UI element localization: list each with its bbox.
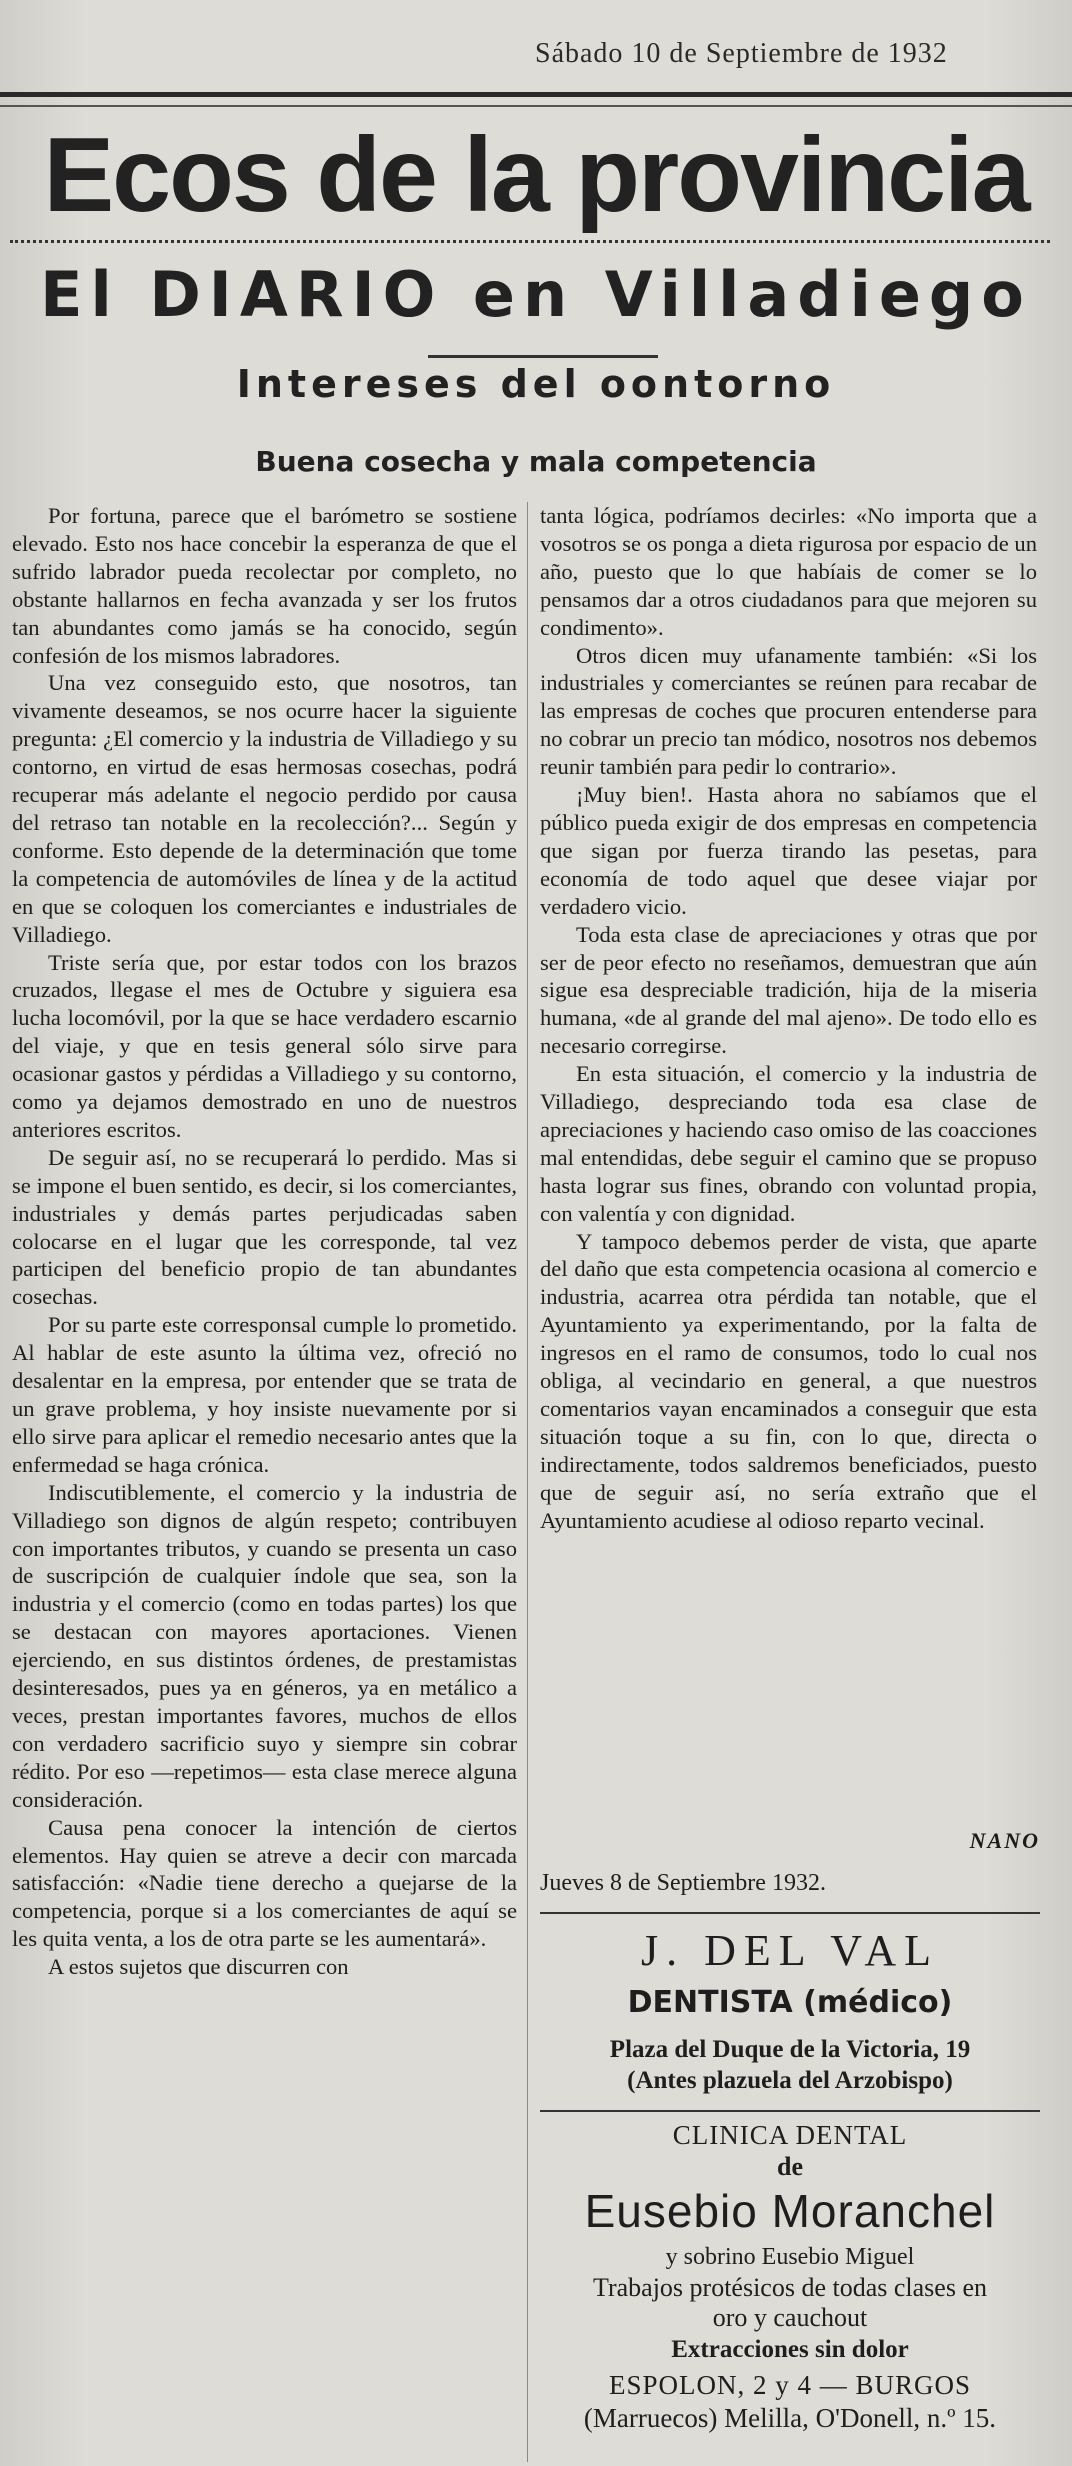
article-column-left: [12, 502, 517, 1981]
paragraph: A estos sujetos que discurren con: [48, 1954, 349, 1980]
paragraph: Triste sería que, por estar todos con los brazos cruzados, llegase el mes de Octubre y siguiera esa lucha locomóvil, por la que se hace verdadero escarnio del viaje, y que en tesis general sólo sirve para ocasionar gastos y pérdidas a Villadiego y su contorno, como ya dejamos demostrado en uno de nuestros anteriores escritos.: [12, 949, 517, 1142]
clinic-ad-nephew: y sobrino Eusebio Miguel: [665, 2244, 915, 2270]
paragraph: De seguir así, no se recuperará lo perdido. Mas si se impone el buen sentido, es decir, si los comerciantes, industriales y demás partes perjudicadas saben colocarse en el lugar que les corresponde, tal vez participen del beneficio propio de tan abundantes cosechas.: [12, 1144, 517, 1310]
paragraph: Y tampoco debemos perder de vista, que aparte del daño que esta competencia ocasiona al comercio e industria, acarrea otra pérdida tan notable, que el Ayuntamiento ya experimentando, por la falta de ingresos en el ramo de consumos, todo lo cual nos obliga, al vecindario en general, a que nuestros comentarios vayan encaminados a conseguir que esta situación toque a su fin, con lo que, directa o indirectamente, todos saldremos beneficiados, puesto que de seguir así, no sería extraño que el Ayuntamiento acudiese al odioso reparto vecinal.: [540, 1228, 1037, 1533]
ad-separator-rule: [540, 2110, 1040, 2112]
paragraph: Otros dicen muy ufanamente también: «Si los industriales y comerciantes se reúnen para recabar de las empresas de coches que procuren entenderse para no cobrar un precio tan módico, nosotros nos debemos reunir también para pedir lo contrario».: [540, 642, 1037, 780]
paragraph: Por su parte este corresponsal cumple lo prometido. Al hablar de este asunto la última vez, ofreció no desalentar en la empresa, por entender que se trata de un grave problema, y hoy insiste nuevamente por si ello sirve para aplicar el remedio necesario antes que la enfermedad se haga crónica.: [12, 1312, 517, 1477]
issue-date: Sábado 10 de Septiembre de 1932: [535, 38, 948, 69]
paragraph: Una vez conseguido esto, que nosotros, tan vivamente deseamos, se nos ocurre hacer la siguiente pregunta: ¿El comercio y la industria de Villadiego y su contorno, en virtud de esas hermosas cosechas, podrá recuperar más adelante el negocio perdido por causa del retraso tan notable en la recolección?... Según y conforme. Esto depende de la determinación que tome la competencia de automóviles de línea y de la actitud en que se coloquen los comerciantes e industriales de Villadiego.: [12, 670, 517, 947]
paragraph: En esta situación, el comercio y la industria de Villadiego, despreciando toda esa clase de apreciaciones y haciendo caso omiso de las coacciones mal entendidas, debe seguir el camino que se propuso hasta lograr sus fines, obrando con voluntad propia, con valentía y con dignidad.: [540, 1061, 1037, 1226]
dentist-ad-formerly: (Antes plazuela del Arzobispo): [627, 2067, 953, 2094]
clinic-ad-extractions: Extracciones sin dolor: [671, 2336, 909, 2363]
paragraph: Por fortuna, parece que el barómetro se sostiene elevado. Esto nos hace concebir la esperanza de que el sufrido labrador pueda recolectar por completo, no obstante hallarnos en fecha avanzada y ser los frutos tan abundantes como jamás se ha conocido, según confesión de los mismos labradores.: [12, 503, 517, 668]
article-title: El DIARIO en Villadiego: [40, 258, 1032, 331]
paragraph: tanta lógica, podríamos decirles: «No importa que a vosotros se os ponga a dieta rigurosa por espacio de un año, puesto que lo que habíais de comer se lo pensamos dar a otros ciudadanos para que mejoren su condimento».: [540, 503, 1037, 640]
article-subtitle: Intereses del oontorno: [236, 362, 836, 406]
paragraph: Indiscutiblemente, el comercio y la industria de Villadiego son dignos de algún respeto; contribuyen con importantes tributos, y cuando se presenta un caso de suscripción de cualquier índole que sea, son la industria y el comercio (como en todas partes) los que se destacan con mayores aportaciones. Vienen ejerciendo, en sus distintos órdenes, de prestamistas desinteresados, pues ya en géneros, ya en metálico a veces, prestan importantes favores, muchos de ellos con verdadero sacrificio suyo y siempre sin cobrar rédito. Por eso —repetimos— esta clase merece alguna consideración.: [12, 1479, 517, 1812]
headline-divider: [10, 240, 1050, 253]
title-underline: [428, 355, 658, 358]
clinic-ad-doctor: Eusebio Moranchel: [584, 2185, 996, 2237]
paragraph: ¡Muy bien!. Hasta ahora no sabíamos que el público pueda exigir de dos empresas en competencia que sigan por fuerza tirando las pesetas, para economía de todo aquel que desee viajar por verdadero vicio.: [540, 782, 1037, 919]
article-column-right: [540, 502, 1037, 1535]
dentist-ad-name: J. DEL VAL: [641, 1926, 939, 1975]
clinic-ad-location1: ESPOLON, 2 y 4 — BURGOS: [608, 2370, 972, 2400]
top-rule: [0, 92, 1072, 97]
ad-top-rule: [540, 1912, 1040, 1914]
dentist-ad-profession: DENTISTA (médico): [627, 1985, 953, 2020]
clinic-ad-work-line1: Trabajos protésicos de todas clases en: [592, 2273, 987, 2302]
section-headline: Ecos de la provincia: [43, 116, 1029, 234]
clinic-ad-location2: (Marruecos) Melilla, O'Donell, n.º 15.: [583, 2403, 997, 2433]
clinic-ad-de: de: [777, 2152, 803, 2181]
dispatch-date: Jueves 8 de Septiembre 1932.: [540, 1870, 826, 1896]
column-divider: [527, 502, 528, 2462]
top-rule-thin: [0, 105, 1072, 107]
author-signature: NANO: [969, 1828, 1040, 1853]
clinic-ad-work-line2: oro y cauchout: [712, 2303, 868, 2332]
paragraph: Toda esta clase de apreciaciones y otras que por ser de peor efecto no reseñamos, demuestran que aún sigue esa despreciable tradición, hija de la miseria humana, «de al grande del mal ajeno». De todo ello es necesario corregirse.: [540, 921, 1037, 1059]
article-kicker: Buena cosecha y mala competencia: [255, 445, 817, 478]
paragraph: Causa pena conocer la intención de ciertos elementos. Hay quien se atreve a decir con marcada satisfacción: «Nadie tiene derecho a quejarse de la competencia, porque si a los comerciantes de aquí se les quita venta, a los de otra parte se les aumentará».: [12, 1814, 517, 1952]
clinic-ad-heading: CLINICA DENTAL: [672, 2120, 908, 2150]
dentist-ad-address: Plaza del Duque de la Victoria, 19: [609, 2036, 971, 2063]
